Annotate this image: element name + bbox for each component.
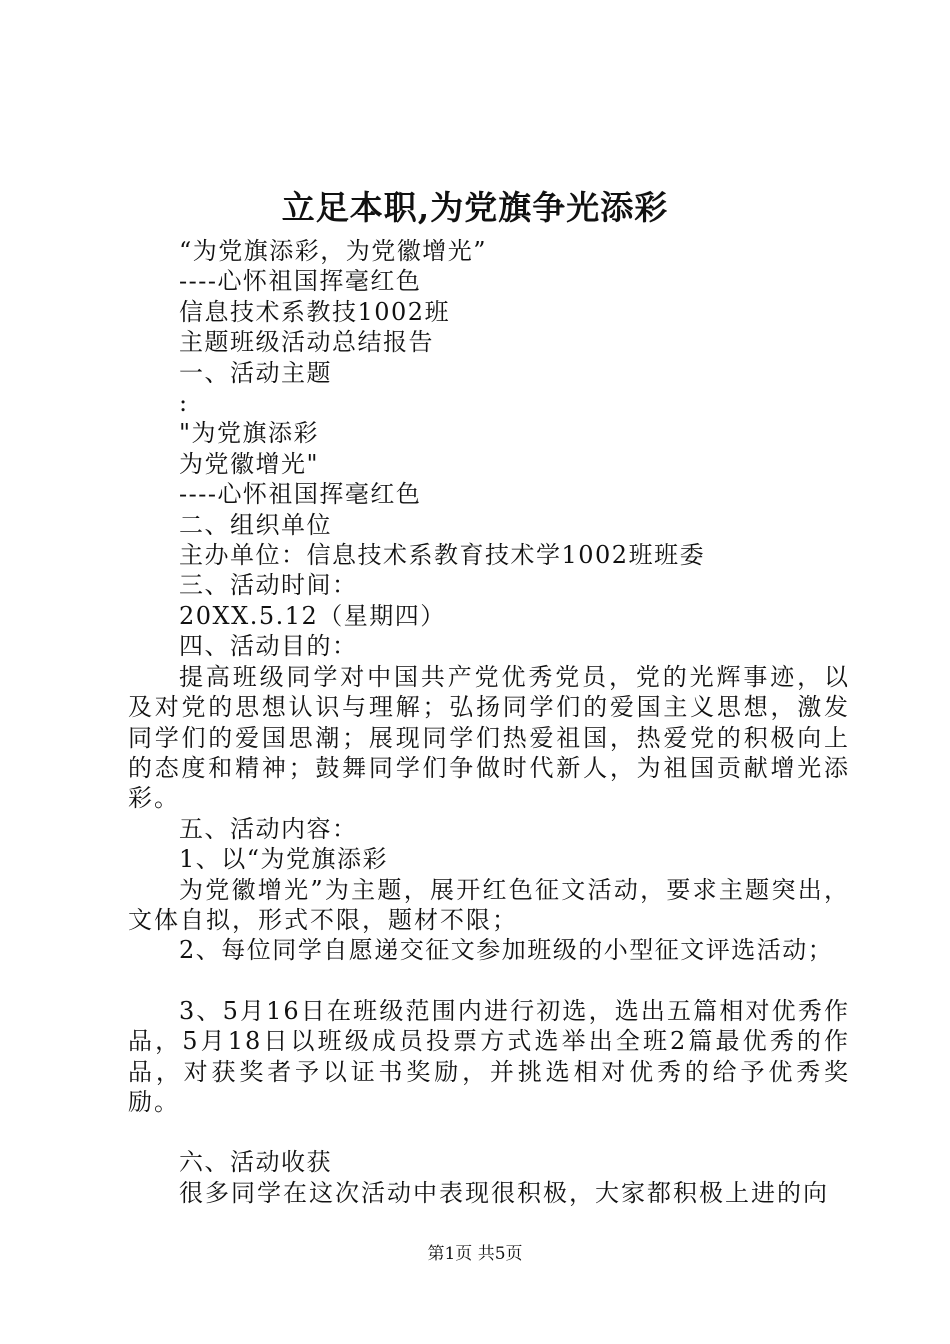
theme-line-3: ----心怀祖国挥毫红色 [179,480,422,509]
subtitle-slogan: “为党旗添彩，为党徽增光” [179,237,488,265]
harvest-paragraph: 很多同学在这次活动中表现很积极，大家都积极上进的向 [179,1178,829,1207]
document-body [128,236,850,1208]
theme-line-2: 为党徽增光" [179,449,320,478]
report-type: 主题班级活动总结报告 [179,328,434,357]
section-heading-time: 三、活动时间： [179,571,358,600]
section-heading-harvest: 六、活动收获 [179,1148,332,1177]
activity-date: 20XX.5.12（星期四） [179,601,446,630]
class-name: 信息技术系教技1002班 [179,297,451,326]
content-item-1-line: 1、以“为党旗添彩 [179,845,389,874]
section-heading-organizer: 二、组织单位 [179,510,332,539]
section-heading-purpose: 四、活动目的： [179,632,358,661]
content-item-1-paragraph: 为党徽增光”为主题，展开红色征文活动，要求主题突出，文体自拟，形式不限，题材不限； [128,875,850,934]
theme-colon: : [179,389,189,418]
document-title: 立足本职,为党旗争光添彩 [281,188,669,227]
content-item-2: 2、每位同学自愿递交征文参加班级的小型征文评选活动； [179,936,834,965]
section-heading-theme: 一、活动主题 [179,358,332,387]
spacer [128,966,850,996]
content-item-3-paragraph: 3、5月16日在班级范围内进行初选，选出五篇相对优秀作品，5月18日以班级成员投票方式选举出全班2篇最优秀的作品，对获奖者予以证书奖励，并挑选相对优秀的给予优秀奖励。 [128,996,850,1116]
page-footer: 第1页 共5页 [427,1244,523,1264]
purpose-paragraph: 提高班级同学对中国共产党优秀党员，党的光辉事迹，以及对党的思想认识与理解；弘扬同学们的爱国主义思想，激发同学们的爱国思潮；展现同学们热爱祖国，热爱党的积极向上的态度和精神；鼓舞同学们争做时代新人，为祖国贡献增光添彩。 [128,662,850,813]
section-heading-content: 五、活动内容： [179,814,358,843]
theme-line-1: "为党旗添彩 [179,419,320,448]
spacer [128,1117,850,1147]
subtitle-tagline: ----心怀祖国挥毫红色 [179,267,422,296]
organizer-text: 主办单位：信息技术系教育技术学1002班班委 [179,541,706,570]
